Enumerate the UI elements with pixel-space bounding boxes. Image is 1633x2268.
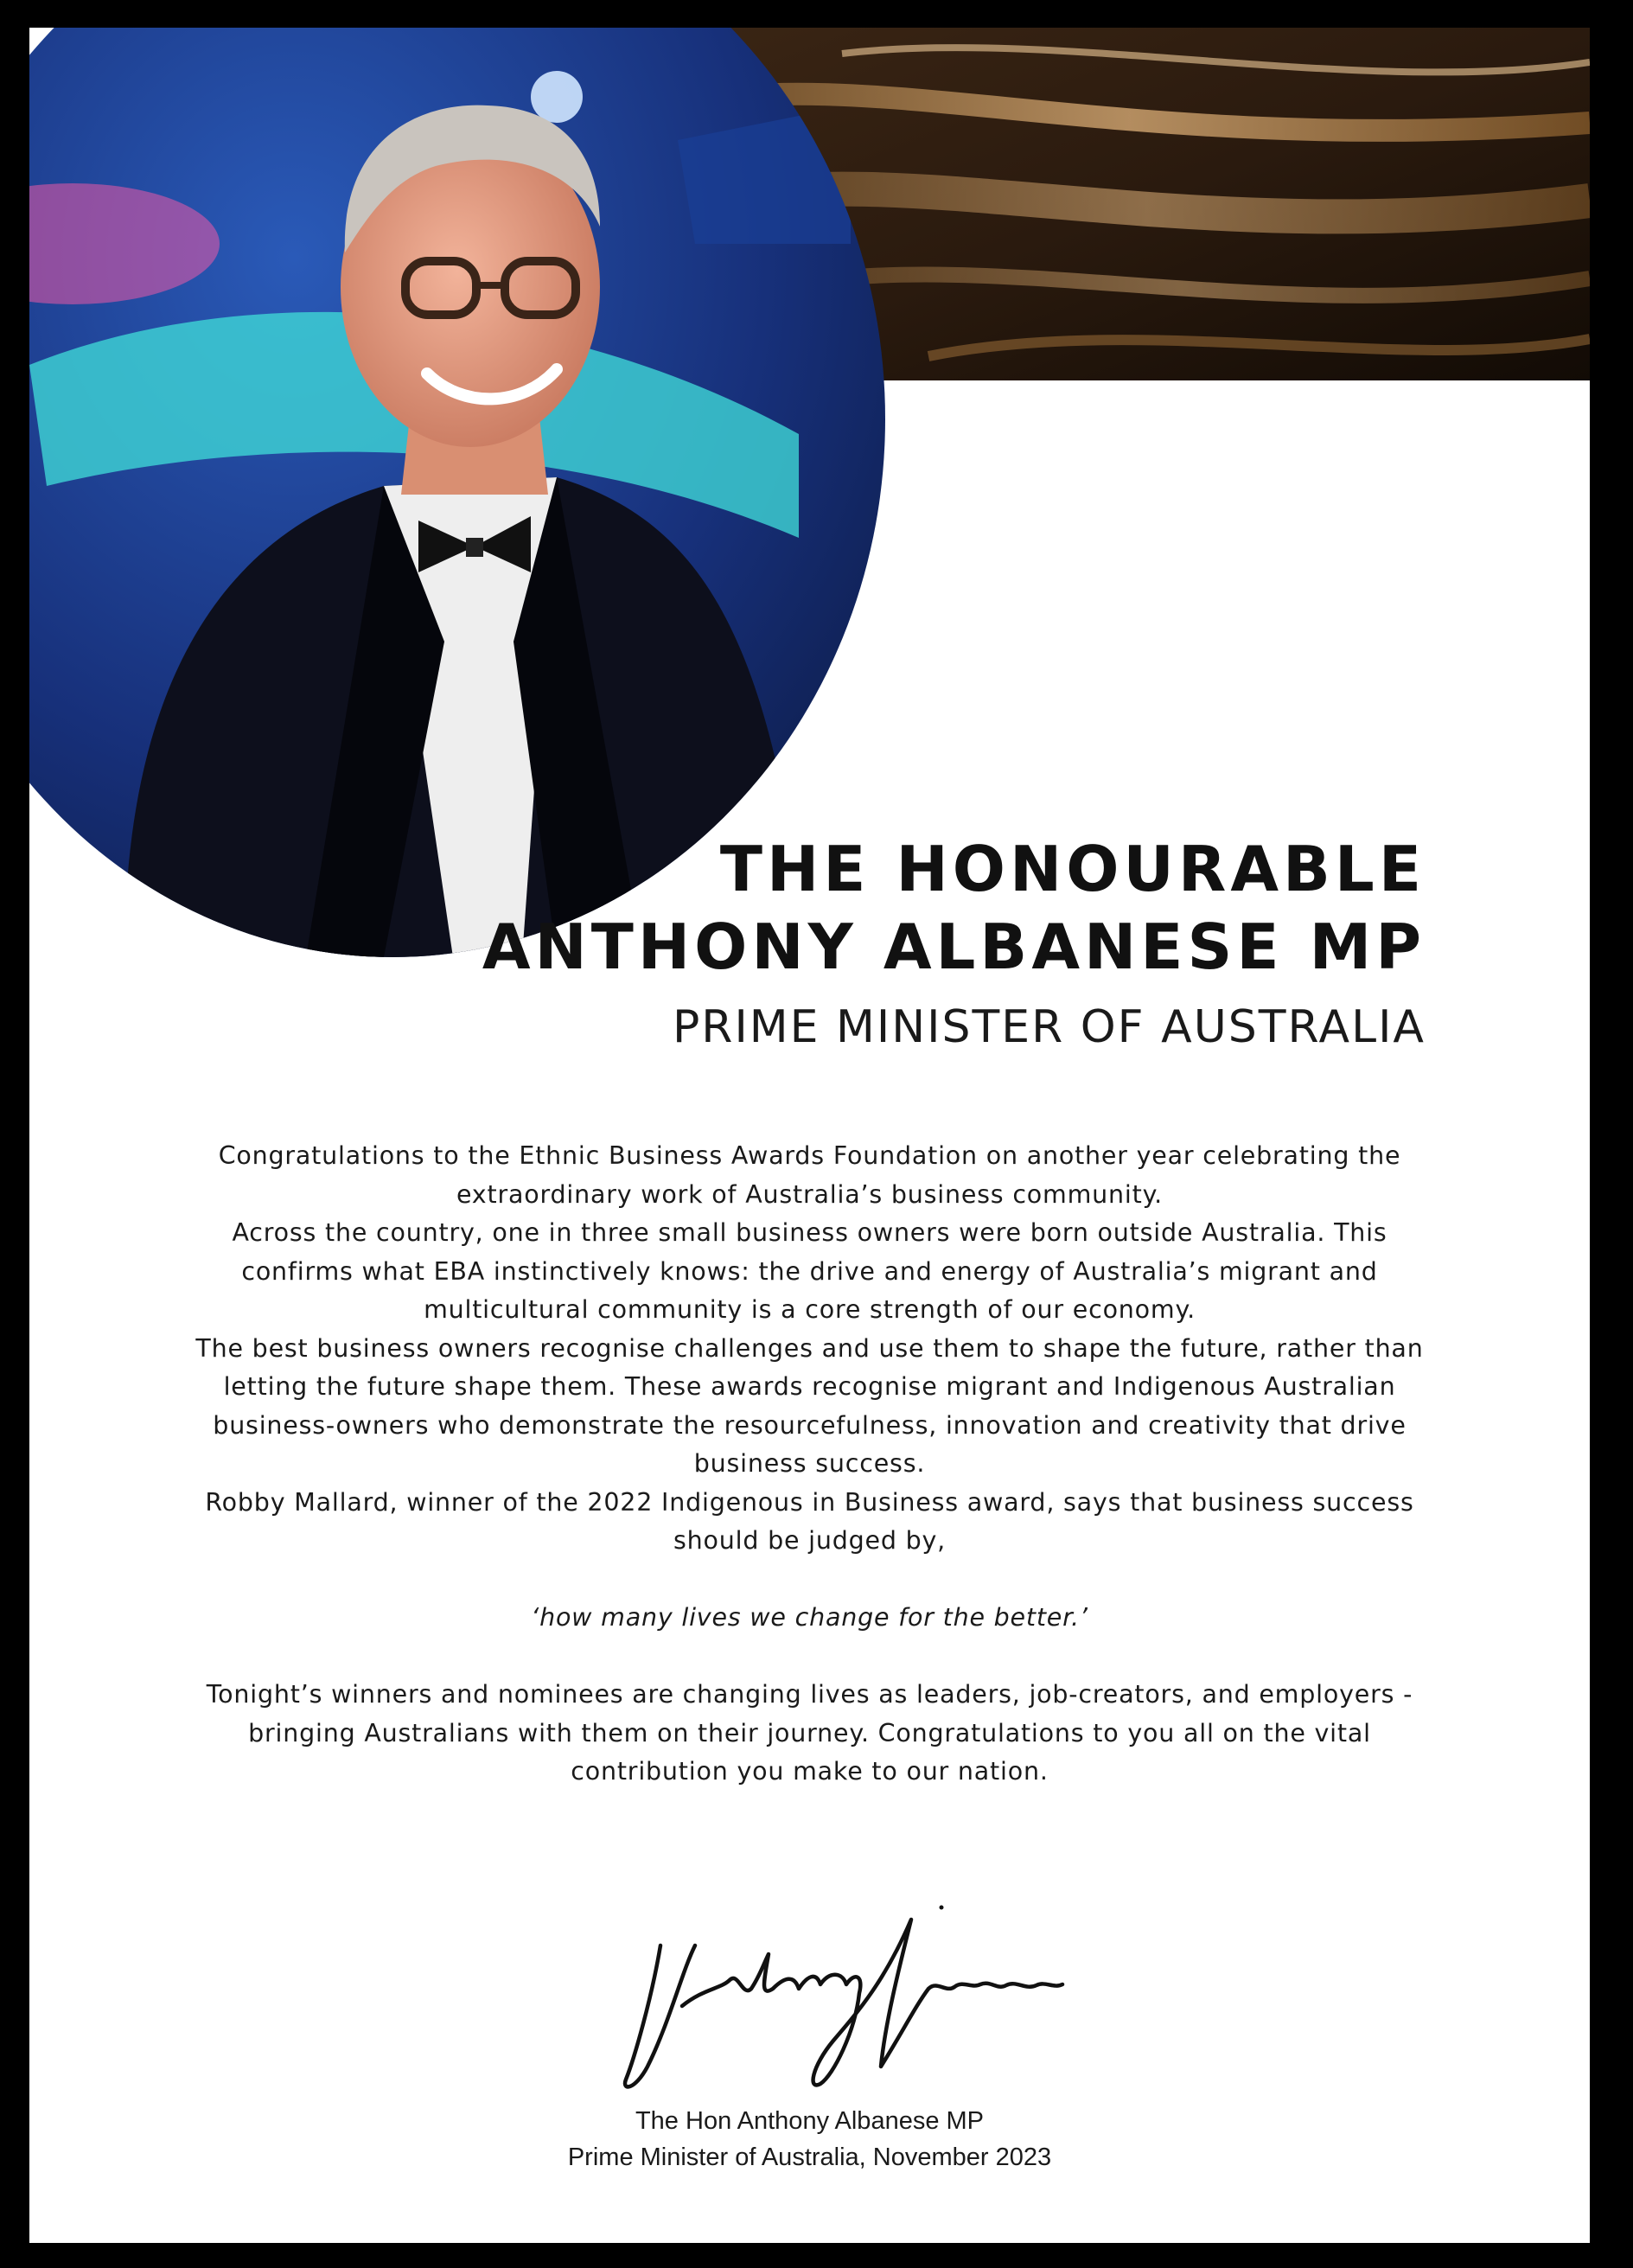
paragraph: Congratulations to the Ethnic Business Awards Foundation on another year celebrating the extraordinary work of Australia’s business community. [218,1141,1401,1209]
heading-block [482,830,1426,1053]
sign-off-name: The Hon Anthony Albanese MP [635,2107,985,2135]
quote: ‘how many lives we change for the better.’ [531,1603,1088,1632]
sign-off-title: Prime Minister of Australia, November 2023 [567,2143,1052,2171]
document-page [29,28,1590,2243]
heading-title-line1: THE HONOURABLE [719,833,1426,905]
portrait-photo [29,28,885,957]
sign-off [29,2103,1590,2175]
signature-image [600,1894,1084,2101]
paragraph: Across the country, one in three small business owners were born outside Australia. This confirms what EBA instinctively knows: the drive and energy of Australia’s migrant and multicultural community is a core strength of our economy. [232,1218,1387,1324]
message-body [185,1137,1434,1792]
paragraph: The best business owners recognise challenges and use them to shape the future, rather than letting the future shape them. These awards recognise migrant and Indigenous Australian business-owners who demonstrate the resourcefulness, innovation and creativity that drive business success. [195,1333,1424,1478]
heading-subtitle: PRIME MINISTER OF AUSTRALIA [672,1001,1426,1053]
paragraph: Robby Mallard, winner of the 2022 Indigenous in Business award, says that business success should be judged by, [205,1487,1414,1555]
closing-paragraph: Tonight’s winners and nominees are changing lives as leaders, job-creators, and employers - bringing Australians with them on their journey. Congratulations to you all on the vital contribution you make to our nation. [206,1680,1413,1786]
heading-title-line2: ANTHONY ALBANESE MP [482,910,1426,983]
